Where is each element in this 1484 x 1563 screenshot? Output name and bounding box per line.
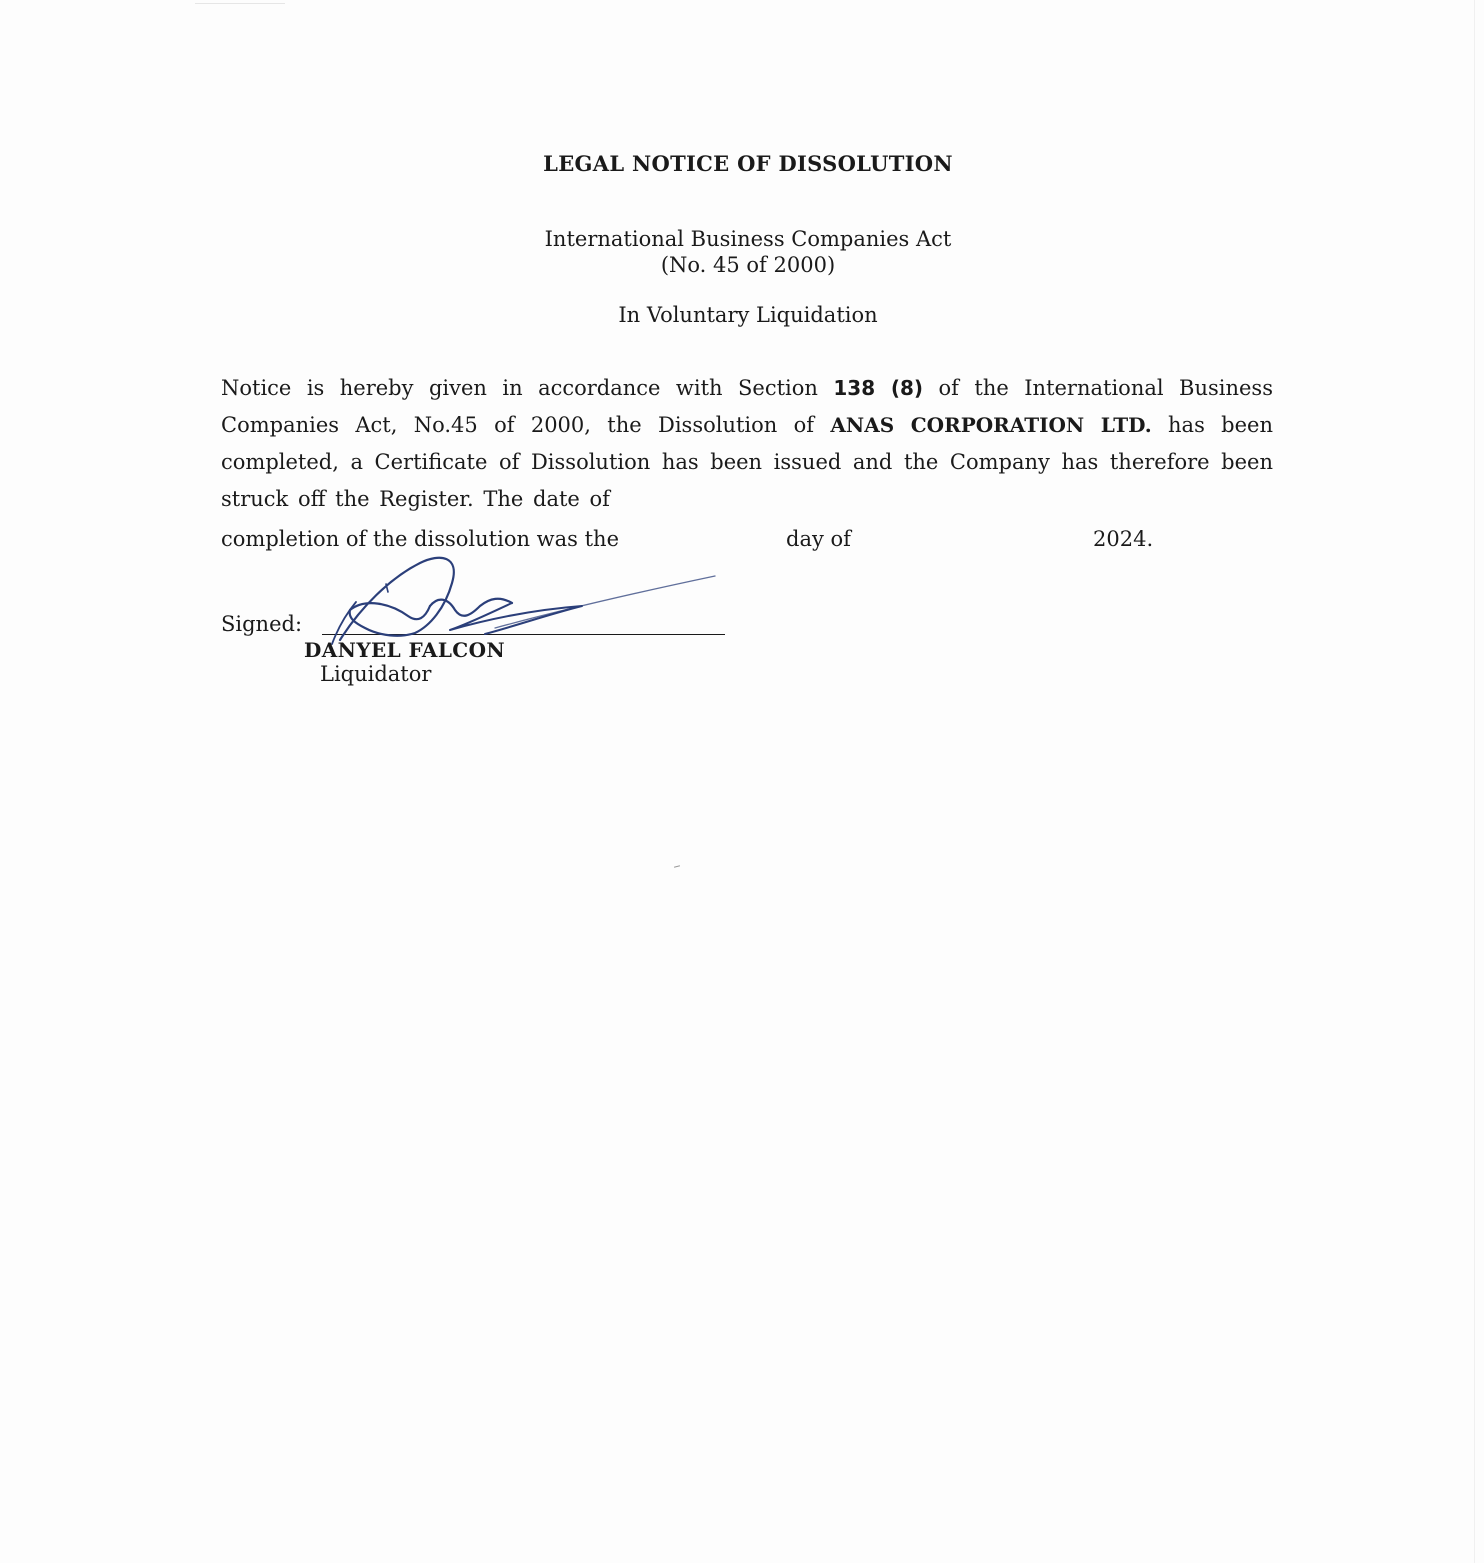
date-line-year: 2024. xyxy=(1093,527,1154,551)
body-text-part: Notice is hereby given in accordance with Section xyxy=(221,376,834,400)
company-name: ANAS CORPORATION LTD. xyxy=(830,413,1152,437)
notice-title: LEGAL NOTICE OF DISSOLUTION xyxy=(543,151,953,176)
body-text-part: has been completed, a Certificate of Dissolution has been issued and the Company has therefore been struck off the Register. The date of xyxy=(221,413,1273,511)
signer-role: Liquidator xyxy=(320,662,432,686)
act-name: International Business Companies Act xyxy=(544,227,952,251)
scan-edge xyxy=(195,3,285,4)
body-text-part: of the International Business Companies Act, No.45 of 2000, the Dissolution of xyxy=(221,376,1273,437)
notice-body xyxy=(221,370,1273,518)
scan-speck xyxy=(674,865,680,868)
section-reference: 138 (8) xyxy=(833,376,924,400)
act-number: (No. 45 of 2000) xyxy=(660,253,836,277)
date-line-text: completion of the dissolution was the xyxy=(221,527,619,551)
signed-label: Signed: xyxy=(221,612,303,636)
signer-name: DANYEL FALCON xyxy=(304,638,506,662)
date-line-day-of: day of xyxy=(786,527,851,551)
liquidation-status: In Voluntary Liquidation xyxy=(618,303,878,327)
